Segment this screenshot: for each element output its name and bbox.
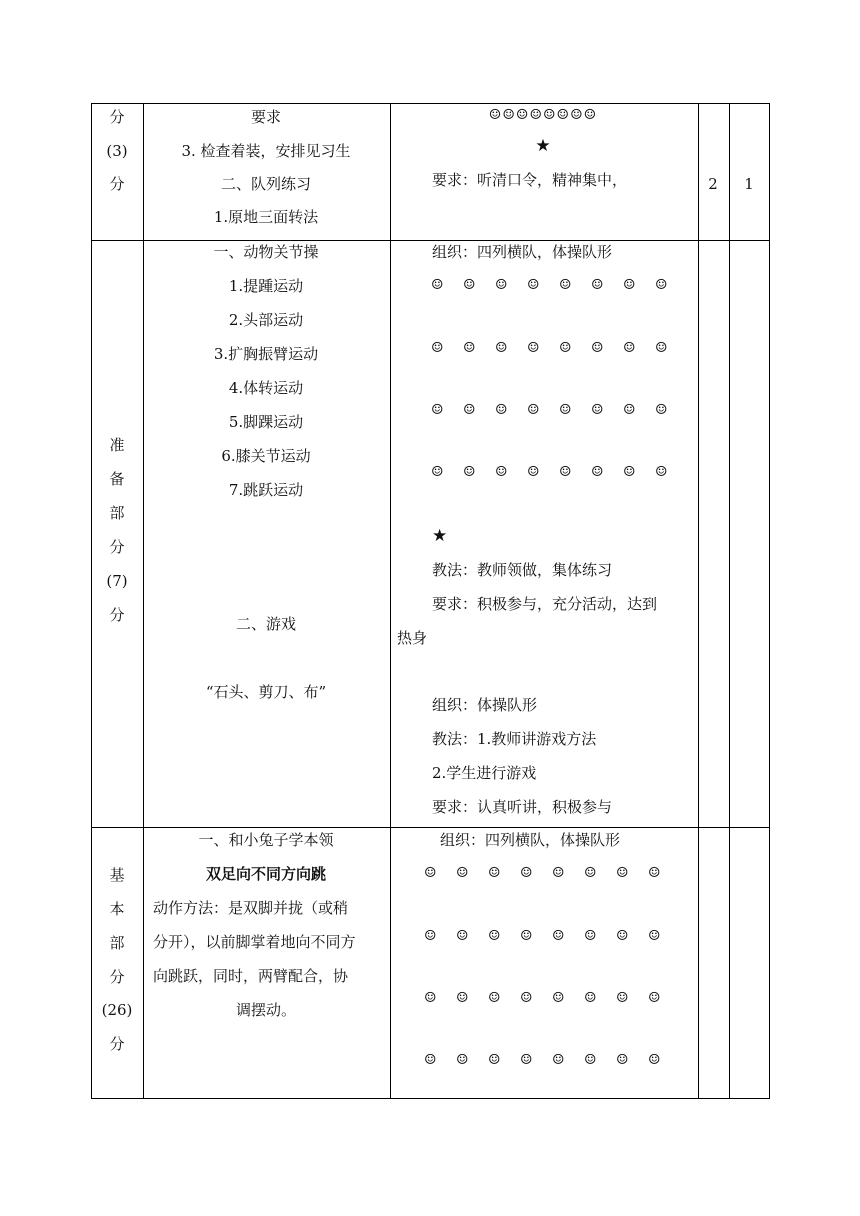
student-icon: ☺	[520, 1052, 533, 1068]
content-line: 要求	[250, 108, 282, 126]
student-icon: ☺	[559, 402, 572, 418]
requirement-line: 热身	[397, 629, 428, 647]
content-line: 1.原地三面转法	[213, 208, 319, 226]
content-line: 6.膝关节运动	[221, 447, 311, 465]
student-icon: ☺	[495, 464, 508, 480]
game-name: “石头、剪刀、布”	[205, 683, 327, 701]
student-icon: ☺	[520, 928, 533, 944]
student-icon: ☺	[488, 1052, 501, 1068]
col-divider-1	[143, 103, 144, 1099]
content-line: 2.头部运动	[228, 311, 304, 329]
col-divider-3	[698, 103, 699, 1099]
student-icon: ☺	[584, 990, 597, 1006]
student-icon: ☺	[463, 402, 476, 418]
org-line: 组织：四列横队，体操队形	[440, 831, 621, 849]
game-requirement-line: 要求：认真听讲，积极参与	[432, 798, 613, 816]
section-label-char: 分	[109, 538, 125, 556]
student-icon: ☺	[648, 928, 661, 944]
game-method-line: 教法：1.教师讲游戏方法	[432, 730, 597, 748]
student-icon: ☺	[616, 990, 629, 1006]
student-icon: ☺	[559, 464, 572, 480]
section-label-char: 分	[109, 108, 125, 126]
student-icon: ☺	[591, 464, 604, 480]
student-icon: ☺	[623, 277, 636, 293]
student-icon: ☺	[655, 464, 668, 480]
formation-row	[431, 338, 687, 357]
requirement-line: 要求：积极参与，充分活动，达到	[432, 595, 658, 613]
student-icon: ☺	[616, 865, 629, 881]
student-icon: ☺	[584, 928, 597, 944]
table-right-border	[769, 103, 770, 1099]
table-top-border	[91, 103, 770, 104]
content-line: 4.体转运动	[228, 379, 304, 397]
student-icon: ☺	[520, 865, 533, 881]
row-divider-2	[91, 827, 770, 828]
section-label-char: 准	[109, 436, 125, 454]
student-icon: ☺	[623, 340, 636, 356]
student-icon: ☺	[591, 402, 604, 418]
section-label-char: 部	[109, 504, 125, 522]
game-title: 二、游戏	[235, 615, 297, 633]
content-bold-title: 双足向不同方向跳	[205, 865, 327, 883]
intensity-value: 1	[744, 175, 754, 193]
student-icon: ☺	[431, 340, 444, 356]
game-org-line: 组织：体操队形	[432, 696, 538, 714]
student-icon: ☺	[495, 402, 508, 418]
student-icon: ☺	[591, 277, 604, 293]
student-icon: ☺	[559, 277, 572, 293]
org-requirement: 要求：听清口令，精神集中，	[432, 171, 628, 189]
student-icon: ☺	[488, 990, 501, 1006]
content-desc-line: 动作方法：是双脚并拢（或稍	[153, 899, 349, 917]
section-label-char: 备	[109, 470, 125, 488]
student-icon: ☺	[431, 464, 444, 480]
student-icon: ☺	[431, 277, 444, 293]
student-icon: ☺	[655, 277, 668, 293]
section-label-char: 基	[109, 866, 125, 884]
formation-row	[424, 926, 680, 945]
student-icon: ☺	[584, 1052, 597, 1068]
student-icon: ☺	[488, 865, 501, 881]
student-icon: ☺	[463, 340, 476, 356]
content-line: 二、队列练习	[220, 175, 312, 193]
method-line: 教法：教师领做，集体练习	[432, 561, 613, 579]
content-line: 7.跳跃运动	[228, 481, 304, 499]
student-icon: ☺	[527, 277, 540, 293]
table-left-border	[91, 103, 92, 1099]
section-label-char: (26)	[101, 1001, 133, 1019]
student-icon: ☺	[552, 928, 565, 944]
formation-row	[431, 275, 687, 294]
teacher-star-icon: ★	[535, 136, 551, 156]
section-label-char: (3)	[106, 142, 128, 160]
student-icon: ☺	[591, 340, 604, 356]
student-icon: ☺	[456, 990, 469, 1006]
section-label-char: 分	[109, 606, 125, 624]
student-icon: ☺	[520, 990, 533, 1006]
content-line: 3.扩胸振臂运动	[213, 345, 319, 363]
formation-row	[424, 1050, 680, 1069]
student-icon: ☺	[616, 928, 629, 944]
formation-smiles: ☺☺☺☺☺☺☺☺	[488, 107, 598, 123]
section-label-char: 分	[109, 1035, 125, 1053]
student-icon: ☺	[655, 340, 668, 356]
formation-row	[424, 863, 680, 882]
student-icon: ☺	[456, 1052, 469, 1068]
student-icon: ☺	[463, 277, 476, 293]
student-icon: ☺	[623, 464, 636, 480]
formation-row	[431, 400, 687, 419]
count-value: 2	[708, 175, 718, 193]
game-method-line: 2.学生进行游戏	[432, 764, 537, 782]
student-icon: ☺	[616, 1052, 629, 1068]
student-icon: ☺	[527, 340, 540, 356]
content-line: 5.脚踝运动	[228, 413, 304, 431]
row-divider-1	[91, 240, 770, 241]
formation-row	[424, 988, 680, 1007]
formation-row	[431, 462, 687, 481]
student-icon: ☺	[424, 865, 437, 881]
student-icon: ☺	[648, 865, 661, 881]
student-icon: ☺	[559, 340, 572, 356]
student-icon: ☺	[584, 865, 597, 881]
student-icon: ☺	[424, 928, 437, 944]
section-label-char: 分	[109, 175, 125, 193]
student-icon: ☺	[424, 990, 437, 1006]
student-icon: ☺	[527, 402, 540, 418]
student-icon: ☺	[424, 1052, 437, 1068]
content-line: 1.提踵运动	[228, 277, 304, 295]
section-label-char: 部	[109, 934, 125, 952]
content-title: 一、和小兔子学本领	[198, 831, 334, 849]
content-desc-line: 调摆动。	[235, 1001, 297, 1019]
student-icon: ☺	[456, 928, 469, 944]
student-icon: ☺	[431, 402, 444, 418]
student-icon: ☺	[552, 1052, 565, 1068]
content-desc-line: 向跳跃，同时，两臂配合，协	[153, 967, 349, 985]
student-icon: ☺	[552, 990, 565, 1006]
section-label-char: 分	[109, 968, 125, 986]
teacher-star-icon: ★	[432, 526, 448, 546]
student-icon: ☺	[648, 990, 661, 1006]
section-label-char: 本	[109, 900, 125, 918]
col-divider-2	[390, 103, 391, 1099]
student-icon: ☺	[623, 402, 636, 418]
section-label-char: (7)	[106, 572, 128, 590]
student-icon: ☺	[495, 277, 508, 293]
content-line: 一、动物关节操	[213, 243, 319, 261]
student-icon: ☺	[648, 1052, 661, 1068]
content-desc-line: 分开），以前脚掌着地向不同方	[153, 933, 356, 951]
table-bottom-border	[91, 1098, 770, 1099]
student-icon: ☺	[488, 928, 501, 944]
student-icon: ☺	[495, 340, 508, 356]
content-line: 3. 检查着装，安排见习生	[181, 142, 351, 160]
col-divider-4	[729, 103, 730, 1099]
student-icon: ☺	[463, 464, 476, 480]
student-icon: ☺	[456, 865, 469, 881]
org-line: 组织：四列横队，体操队形	[432, 243, 613, 261]
student-icon: ☺	[655, 402, 668, 418]
student-icon: ☺	[527, 464, 540, 480]
student-icon: ☺	[552, 865, 565, 881]
